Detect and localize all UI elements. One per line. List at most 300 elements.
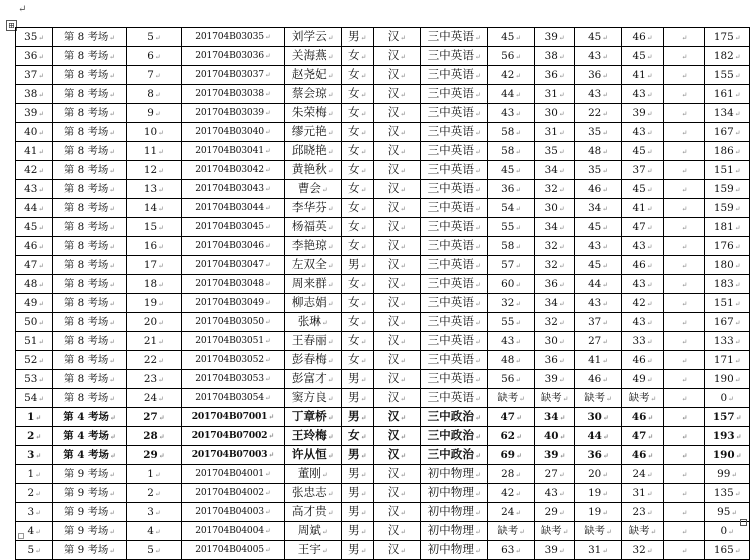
cell-exam-room[interactable] — [53, 503, 126, 522]
cell-subject[interactable] — [421, 389, 488, 408]
cell-score-3[interactable] — [574, 332, 621, 351]
cell-score-4[interactable] — [622, 218, 664, 237]
cell-score-5[interactable] — [663, 161, 705, 180]
cell-score-5[interactable] — [663, 465, 705, 484]
cell-score-1[interactable] — [488, 351, 535, 370]
cell-score-4[interactable] — [622, 66, 664, 85]
cell-score-5[interactable] — [663, 218, 705, 237]
cell-score-4[interactable] — [622, 503, 664, 522]
cell-score-1[interactable] — [488, 199, 535, 218]
cell-name[interactable] — [284, 408, 341, 427]
cell-exam-room[interactable] — [53, 408, 126, 427]
cell-total[interactable] — [705, 66, 750, 85]
cell-exam-id[interactable] — [182, 370, 284, 389]
cell-name[interactable] — [284, 294, 341, 313]
cell-score-1[interactable] — [488, 522, 535, 541]
cell-score-2[interactable] — [535, 484, 575, 503]
cell-score-5[interactable] — [663, 142, 705, 161]
cell-score-5[interactable] — [663, 351, 705, 370]
cell-score-1[interactable] — [488, 446, 535, 465]
cell-seat[interactable] — [126, 408, 182, 427]
cell-seq[interactable] — [16, 123, 53, 142]
cell-score-3[interactable] — [574, 161, 621, 180]
cell-ethnicity[interactable] — [373, 199, 421, 218]
cell-name[interactable] — [284, 66, 341, 85]
cell-ethnicity[interactable] — [373, 332, 421, 351]
table-resize-handle-icon[interactable] — [740, 519, 747, 526]
cell-gender[interactable] — [341, 351, 373, 370]
cell-seat[interactable] — [126, 541, 182, 560]
cell-score-4[interactable] — [622, 389, 664, 408]
cell-name[interactable] — [284, 465, 341, 484]
cell-score-1[interactable] — [488, 123, 535, 142]
cell-ethnicity[interactable] — [373, 408, 421, 427]
cell-score-2[interactable] — [535, 218, 575, 237]
cell-subject[interactable] — [421, 351, 488, 370]
cell-seq[interactable] — [16, 47, 53, 66]
cell-name[interactable] — [284, 104, 341, 123]
cell-score-3[interactable] — [574, 180, 621, 199]
cell-score-2[interactable] — [535, 47, 575, 66]
cell-score-5[interactable] — [663, 47, 705, 66]
cell-subject[interactable] — [421, 408, 488, 427]
cell-score-2[interactable] — [535, 104, 575, 123]
cell-exam-id[interactable] — [182, 142, 284, 161]
cell-score-3[interactable] — [574, 104, 621, 123]
cell-seq[interactable] — [16, 180, 53, 199]
cell-score-4[interactable] — [622, 28, 664, 47]
cell-subject[interactable] — [421, 104, 488, 123]
cell-seat[interactable] — [126, 332, 182, 351]
cell-seq[interactable] — [16, 313, 53, 332]
cell-score-1[interactable] — [488, 427, 535, 446]
cell-score-1[interactable] — [488, 237, 535, 256]
cell-subject[interactable] — [421, 142, 488, 161]
cell-exam-room[interactable] — [53, 332, 126, 351]
cell-name[interactable] — [284, 446, 341, 465]
cell-total[interactable] — [705, 541, 750, 560]
cell-score-5[interactable] — [663, 446, 705, 465]
cell-seq[interactable] — [16, 484, 53, 503]
cell-score-2[interactable] — [535, 351, 575, 370]
cell-score-1[interactable] — [488, 465, 535, 484]
cell-score-2[interactable] — [535, 446, 575, 465]
cell-subject[interactable] — [421, 370, 488, 389]
cell-score-2[interactable] — [535, 370, 575, 389]
cell-score-5[interactable] — [663, 408, 705, 427]
cell-seat[interactable] — [126, 85, 182, 104]
cell-total[interactable] — [705, 332, 750, 351]
cell-exam-room[interactable] — [53, 104, 126, 123]
cell-seat[interactable] — [126, 484, 182, 503]
cell-score-3[interactable] — [574, 256, 621, 275]
cell-name[interactable] — [284, 427, 341, 446]
cell-score-5[interactable] — [663, 389, 705, 408]
cell-score-4[interactable] — [622, 85, 664, 104]
cell-score-3[interactable] — [574, 66, 621, 85]
cell-score-3[interactable] — [574, 370, 621, 389]
cell-score-4[interactable] — [622, 541, 664, 560]
cell-name[interactable] — [284, 199, 341, 218]
cell-exam-id[interactable] — [182, 522, 284, 541]
cell-score-4[interactable] — [622, 47, 664, 66]
cell-score-3[interactable] — [574, 313, 621, 332]
cell-seq[interactable] — [16, 332, 53, 351]
cell-subject[interactable] — [421, 427, 488, 446]
cell-score-4[interactable] — [622, 313, 664, 332]
cell-score-2[interactable] — [535, 66, 575, 85]
cell-ethnicity[interactable] — [373, 446, 421, 465]
cell-exam-room[interactable] — [53, 446, 126, 465]
cell-total[interactable] — [705, 446, 750, 465]
cell-exam-room[interactable] — [53, 28, 126, 47]
cell-exam-room[interactable] — [53, 47, 126, 66]
cell-exam-room[interactable] — [53, 199, 126, 218]
cell-seq[interactable] — [16, 408, 53, 427]
cell-exam-room[interactable] — [53, 370, 126, 389]
cell-score-5[interactable] — [663, 503, 705, 522]
cell-seat[interactable] — [126, 370, 182, 389]
cell-ethnicity[interactable] — [373, 370, 421, 389]
cell-score-1[interactable] — [488, 161, 535, 180]
cell-seq[interactable] — [16, 446, 53, 465]
cell-seat[interactable] — [126, 142, 182, 161]
cell-name[interactable] — [284, 370, 341, 389]
cell-seq[interactable] — [16, 66, 53, 85]
cell-total[interactable] — [705, 142, 750, 161]
cell-subject[interactable] — [421, 465, 488, 484]
cell-name[interactable] — [284, 351, 341, 370]
cell-seq[interactable] — [16, 503, 53, 522]
cell-subject[interactable] — [421, 446, 488, 465]
cell-exam-id[interactable] — [182, 161, 284, 180]
cell-score-1[interactable] — [488, 332, 535, 351]
cell-total[interactable] — [705, 104, 750, 123]
cell-total[interactable] — [705, 256, 750, 275]
cell-score-4[interactable] — [622, 465, 664, 484]
cell-score-1[interactable] — [488, 275, 535, 294]
cell-name[interactable] — [284, 180, 341, 199]
cell-score-3[interactable] — [574, 199, 621, 218]
cell-score-1[interactable] — [488, 294, 535, 313]
cell-score-3[interactable] — [574, 237, 621, 256]
cell-ethnicity[interactable] — [373, 218, 421, 237]
cell-exam-id[interactable] — [182, 332, 284, 351]
cell-gender[interactable] — [341, 66, 373, 85]
cell-name[interactable] — [284, 161, 341, 180]
cell-gender[interactable] — [341, 85, 373, 104]
cell-total[interactable] — [705, 484, 750, 503]
cell-score-5[interactable] — [663, 332, 705, 351]
cell-score-1[interactable] — [488, 47, 535, 66]
cell-ethnicity[interactable] — [373, 313, 421, 332]
cell-score-2[interactable] — [535, 85, 575, 104]
cell-gender[interactable] — [341, 218, 373, 237]
cell-total[interactable] — [705, 218, 750, 237]
cell-name[interactable] — [284, 237, 341, 256]
cell-score-4[interactable] — [622, 332, 664, 351]
cell-gender[interactable] — [341, 123, 373, 142]
cell-exam-room[interactable] — [53, 522, 126, 541]
cell-seq[interactable] — [16, 275, 53, 294]
cell-exam-id[interactable] — [182, 503, 284, 522]
cell-ethnicity[interactable] — [373, 142, 421, 161]
cell-score-4[interactable] — [622, 123, 664, 142]
cell-score-2[interactable] — [535, 503, 575, 522]
cell-score-1[interactable] — [488, 85, 535, 104]
cell-exam-id[interactable] — [182, 465, 284, 484]
cell-gender[interactable] — [341, 427, 373, 446]
cell-exam-id[interactable] — [182, 427, 284, 446]
cell-score-4[interactable] — [622, 256, 664, 275]
cell-score-4[interactable] — [622, 522, 664, 541]
cell-exam-id[interactable] — [182, 541, 284, 560]
cell-gender[interactable] — [341, 237, 373, 256]
cell-gender[interactable] — [341, 370, 373, 389]
cell-subject[interactable] — [421, 180, 488, 199]
cell-exam-room[interactable] — [53, 313, 126, 332]
cell-total[interactable] — [705, 389, 750, 408]
cell-score-2[interactable] — [535, 522, 575, 541]
cell-total[interactable] — [705, 85, 750, 104]
cell-score-2[interactable] — [535, 161, 575, 180]
cell-subject[interactable] — [421, 66, 488, 85]
cell-exam-room[interactable] — [53, 294, 126, 313]
cell-gender[interactable] — [341, 142, 373, 161]
cell-ethnicity[interactable] — [373, 389, 421, 408]
cell-seq[interactable] — [16, 370, 53, 389]
cell-gender[interactable] — [341, 389, 373, 408]
cell-score-4[interactable] — [622, 370, 664, 389]
cell-subject[interactable] — [421, 123, 488, 142]
cell-name[interactable] — [284, 503, 341, 522]
cell-score-5[interactable] — [663, 256, 705, 275]
cell-gender[interactable] — [341, 275, 373, 294]
cell-name[interactable] — [284, 313, 341, 332]
cell-score-4[interactable] — [622, 180, 664, 199]
cell-subject[interactable] — [421, 85, 488, 104]
cell-score-5[interactable] — [663, 427, 705, 446]
cell-exam-room[interactable] — [53, 161, 126, 180]
cell-exam-id[interactable] — [182, 294, 284, 313]
cell-total[interactable] — [705, 161, 750, 180]
cell-subject[interactable] — [421, 294, 488, 313]
cell-name[interactable] — [284, 275, 341, 294]
cell-score-5[interactable] — [663, 104, 705, 123]
cell-seat[interactable] — [126, 256, 182, 275]
cell-ethnicity[interactable] — [373, 465, 421, 484]
cell-score-3[interactable] — [574, 427, 621, 446]
cell-total[interactable] — [705, 123, 750, 142]
cell-score-4[interactable] — [622, 427, 664, 446]
cell-seat[interactable] — [126, 180, 182, 199]
cell-ethnicity[interactable] — [373, 522, 421, 541]
cell-exam-room[interactable] — [53, 465, 126, 484]
cell-gender[interactable] — [341, 199, 373, 218]
cell-seat[interactable] — [126, 389, 182, 408]
cell-gender[interactable] — [341, 256, 373, 275]
cell-name[interactable] — [284, 541, 341, 560]
cell-score-2[interactable] — [535, 389, 575, 408]
cell-seat[interactable] — [126, 522, 182, 541]
cell-subject[interactable] — [421, 161, 488, 180]
cell-gender[interactable] — [341, 484, 373, 503]
cell-score-3[interactable] — [574, 408, 621, 427]
cell-score-3[interactable] — [574, 218, 621, 237]
cell-score-3[interactable] — [574, 28, 621, 47]
cell-gender[interactable] — [341, 180, 373, 199]
cell-exam-id[interactable] — [182, 104, 284, 123]
cell-score-3[interactable] — [574, 541, 621, 560]
cell-seq[interactable] — [16, 294, 53, 313]
cell-name[interactable] — [284, 332, 341, 351]
cell-subject[interactable] — [421, 199, 488, 218]
cell-seat[interactable] — [126, 446, 182, 465]
cell-score-3[interactable] — [574, 351, 621, 370]
cell-seq[interactable] — [16, 142, 53, 161]
table-move-handle-icon[interactable]: ⊞ — [6, 20, 17, 31]
cell-gender[interactable] — [341, 541, 373, 560]
cell-exam-room[interactable] — [53, 123, 126, 142]
cell-exam-id[interactable] — [182, 85, 284, 104]
cell-score-4[interactable] — [622, 484, 664, 503]
cell-score-1[interactable] — [488, 66, 535, 85]
cell-gender[interactable] — [341, 446, 373, 465]
cell-total[interactable] — [705, 28, 750, 47]
cell-score-2[interactable] — [535, 275, 575, 294]
cell-score-5[interactable] — [663, 541, 705, 560]
cell-score-2[interactable] — [535, 294, 575, 313]
cell-score-4[interactable] — [622, 104, 664, 123]
cell-score-5[interactable] — [663, 313, 705, 332]
cell-seat[interactable] — [126, 275, 182, 294]
cell-score-4[interactable] — [622, 161, 664, 180]
cell-ethnicity[interactable] — [373, 104, 421, 123]
cell-seat[interactable] — [126, 237, 182, 256]
cell-subject[interactable] — [421, 237, 488, 256]
cell-seat[interactable] — [126, 123, 182, 142]
cell-exam-room[interactable] — [53, 427, 126, 446]
cell-exam-room[interactable] — [53, 142, 126, 161]
cell-seq[interactable] — [16, 541, 53, 560]
cell-total[interactable] — [705, 351, 750, 370]
cell-exam-id[interactable] — [182, 351, 284, 370]
cell-exam-id[interactable] — [182, 275, 284, 294]
cell-score-1[interactable] — [488, 180, 535, 199]
cell-seq[interactable] — [16, 389, 53, 408]
cell-score-1[interactable] — [488, 256, 535, 275]
cell-score-2[interactable] — [535, 199, 575, 218]
cell-subject[interactable] — [421, 256, 488, 275]
cell-seat[interactable] — [126, 427, 182, 446]
cell-ethnicity[interactable] — [373, 161, 421, 180]
cell-ethnicity[interactable] — [373, 85, 421, 104]
cell-score-1[interactable] — [488, 541, 535, 560]
cell-seq[interactable] — [16, 427, 53, 446]
cell-gender[interactable] — [341, 104, 373, 123]
cell-seat[interactable] — [126, 313, 182, 332]
cell-subject[interactable] — [421, 218, 488, 237]
cell-exam-id[interactable] — [182, 66, 284, 85]
cell-ethnicity[interactable] — [373, 237, 421, 256]
cell-score-4[interactable] — [622, 199, 664, 218]
cell-seat[interactable] — [126, 465, 182, 484]
cell-score-5[interactable] — [663, 237, 705, 256]
cell-seat[interactable] — [126, 199, 182, 218]
cell-score-4[interactable] — [622, 408, 664, 427]
cell-subject[interactable] — [421, 522, 488, 541]
cell-name[interactable] — [284, 522, 341, 541]
cell-exam-id[interactable] — [182, 218, 284, 237]
cell-subject[interactable] — [421, 484, 488, 503]
cell-score-4[interactable] — [622, 142, 664, 161]
cell-ethnicity[interactable] — [373, 351, 421, 370]
cell-total[interactable] — [705, 427, 750, 446]
cell-ethnicity[interactable] — [373, 275, 421, 294]
cell-score-5[interactable] — [663, 85, 705, 104]
cell-gender[interactable] — [341, 28, 373, 47]
cell-subject[interactable] — [421, 541, 488, 560]
cell-score-4[interactable] — [622, 237, 664, 256]
cell-exam-room[interactable] — [53, 484, 126, 503]
cell-gender[interactable] — [341, 465, 373, 484]
cell-total[interactable] — [705, 294, 750, 313]
cell-name[interactable] — [284, 47, 341, 66]
cell-name[interactable] — [284, 85, 341, 104]
cell-score-3[interactable] — [574, 142, 621, 161]
cell-exam-room[interactable] — [53, 389, 126, 408]
cell-total[interactable] — [705, 313, 750, 332]
cell-seq[interactable] — [16, 199, 53, 218]
cell-seat[interactable] — [126, 28, 182, 47]
cell-score-2[interactable] — [535, 123, 575, 142]
cell-seat[interactable] — [126, 66, 182, 85]
cell-exam-id[interactable] — [182, 484, 284, 503]
cell-exam-room[interactable] — [53, 351, 126, 370]
cell-score-3[interactable] — [574, 389, 621, 408]
cell-ethnicity[interactable] — [373, 541, 421, 560]
cell-name[interactable] — [284, 218, 341, 237]
cell-name[interactable] — [284, 142, 341, 161]
cell-score-3[interactable] — [574, 484, 621, 503]
cell-score-4[interactable] — [622, 294, 664, 313]
cell-score-1[interactable] — [488, 218, 535, 237]
cell-subject[interactable] — [421, 275, 488, 294]
cell-seat[interactable] — [126, 47, 182, 66]
cell-exam-id[interactable] — [182, 199, 284, 218]
cell-exam-id[interactable] — [182, 123, 284, 142]
cell-exam-room[interactable] — [53, 66, 126, 85]
cell-ethnicity[interactable] — [373, 294, 421, 313]
cell-score-2[interactable] — [535, 142, 575, 161]
cell-score-4[interactable] — [622, 351, 664, 370]
cell-score-3[interactable] — [574, 275, 621, 294]
cell-score-1[interactable] — [488, 28, 535, 47]
cell-score-1[interactable] — [488, 104, 535, 123]
cell-exam-room[interactable] — [53, 275, 126, 294]
cell-seq[interactable] — [16, 465, 53, 484]
cell-score-3[interactable] — [574, 123, 621, 142]
cell-score-1[interactable] — [488, 370, 535, 389]
cell-seq[interactable] — [16, 256, 53, 275]
cell-score-5[interactable] — [663, 199, 705, 218]
cell-gender[interactable] — [341, 161, 373, 180]
cell-ethnicity[interactable] — [373, 180, 421, 199]
cell-score-1[interactable] — [488, 313, 535, 332]
cell-score-3[interactable] — [574, 522, 621, 541]
cell-score-2[interactable] — [535, 237, 575, 256]
cell-ethnicity[interactable] — [373, 256, 421, 275]
